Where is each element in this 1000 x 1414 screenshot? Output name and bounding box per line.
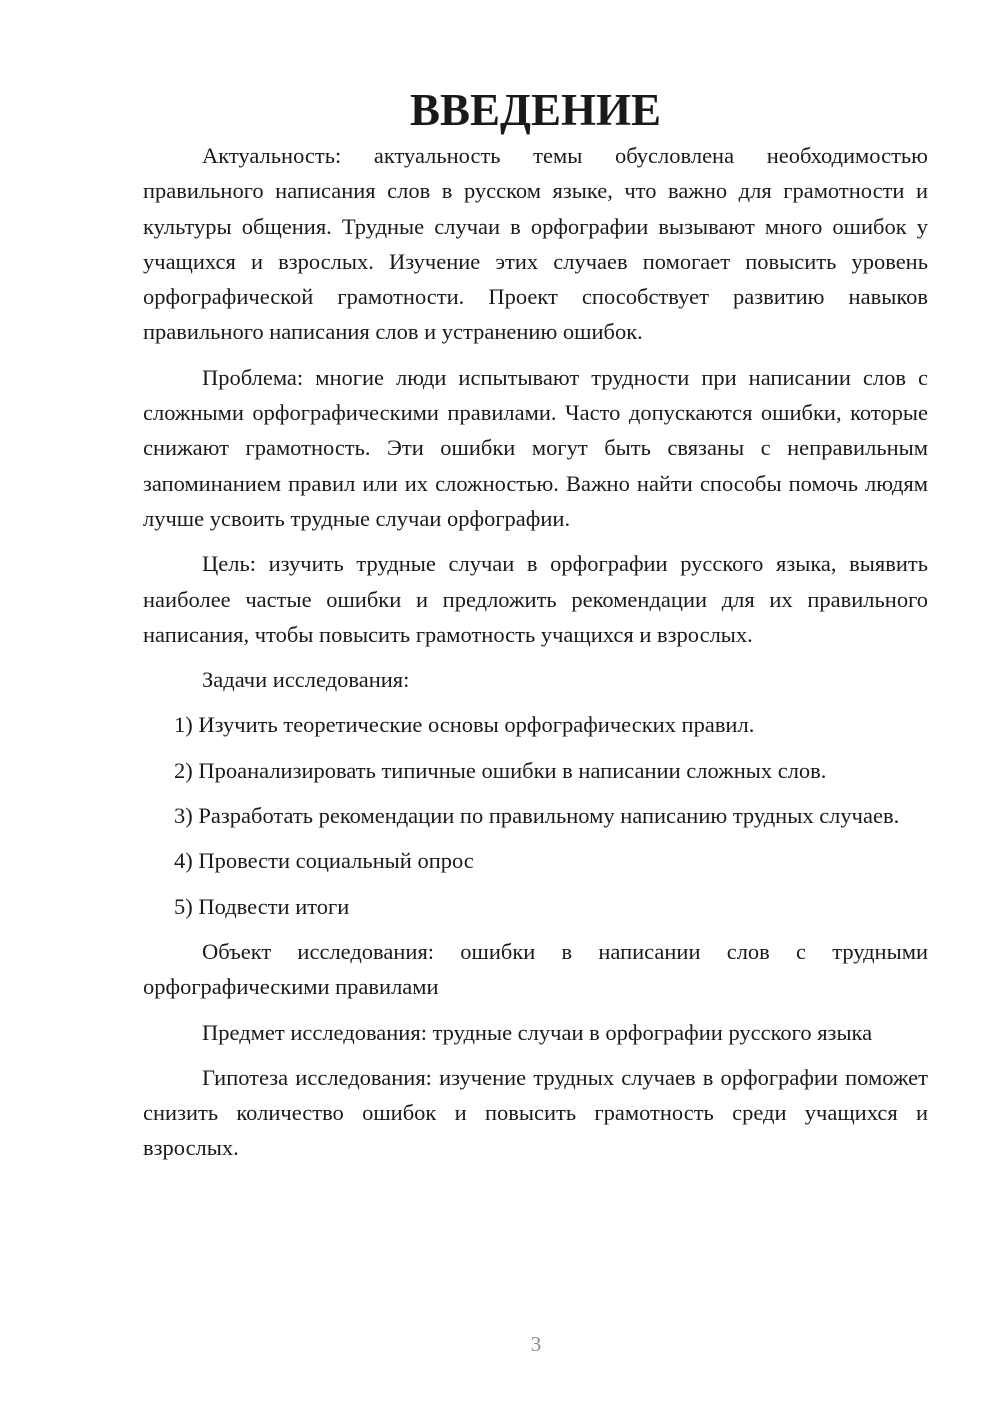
page-content bbox=[143, 85, 928, 1176]
relevance-paragraph: Актуальность: актуальность темы обусловлена необходимостью правильного написания слов в русском языке, что важно для грамотности и культуры общения. Трудные случаи в орфографии вызывают много ошибок у учащихся и взрослых. Изучение этих случаев помогает повысить уровень орфографической грамотности. Проект способствует развитию навыков правильного написания слов и устранению ошибок. bbox=[143, 143, 928, 345]
tasks-heading: Задачи исследования: bbox=[202, 667, 410, 693]
task-item-1: 1) Изучить теоретические основы орфографических правил. bbox=[174, 712, 755, 738]
page-title: ВВЕДЕНИЕ bbox=[409, 85, 662, 135]
task-item-3: 3) Разработать рекомендации по правильному написанию трудных случаев. bbox=[174, 803, 900, 829]
task-item-5: 5) Подвести итоги bbox=[174, 893, 350, 919]
problem-paragraph: Проблема: многие люди испытывают трудности при написании слов с сложными орфографическими правилами. Часто допускаются ошибки, которые снижают грамотность. Эти ошибки могут быть связаны с неправильным запоминанием правил или их сложностью. Важно найти способы помочь людям лучше усвоить трудные случаи орфографии. bbox=[143, 364, 928, 531]
task-item-4: 4) Провести социальный опрос bbox=[174, 848, 474, 874]
task-item-2: 2) Проанализировать типичные ошибки в написании сложных слов. bbox=[174, 757, 827, 783]
goal-paragraph: Цель: изучить трудные случаи в орфографии русского языка, выявить наиболее частые ошибки и предложить рекомендации для их правильного написания, чтобы повысить грамотность учащихся и взрослых. bbox=[143, 551, 928, 647]
research-subject-paragraph: Предмет исследования: трудные случаи в орфографии русского языка bbox=[202, 1019, 873, 1045]
page-number: 3 bbox=[530, 1332, 542, 1356]
hypothesis-paragraph: Гипотеза исследования: изучение трудных случаев в орфографии поможет снизить количество ошибок и повысить грамотность среди учащихся и взрослых. bbox=[143, 1064, 928, 1161]
research-object-paragraph: Объект исследования: ошибки в написании слов с трудными орфографическими правилами bbox=[143, 938, 928, 1000]
